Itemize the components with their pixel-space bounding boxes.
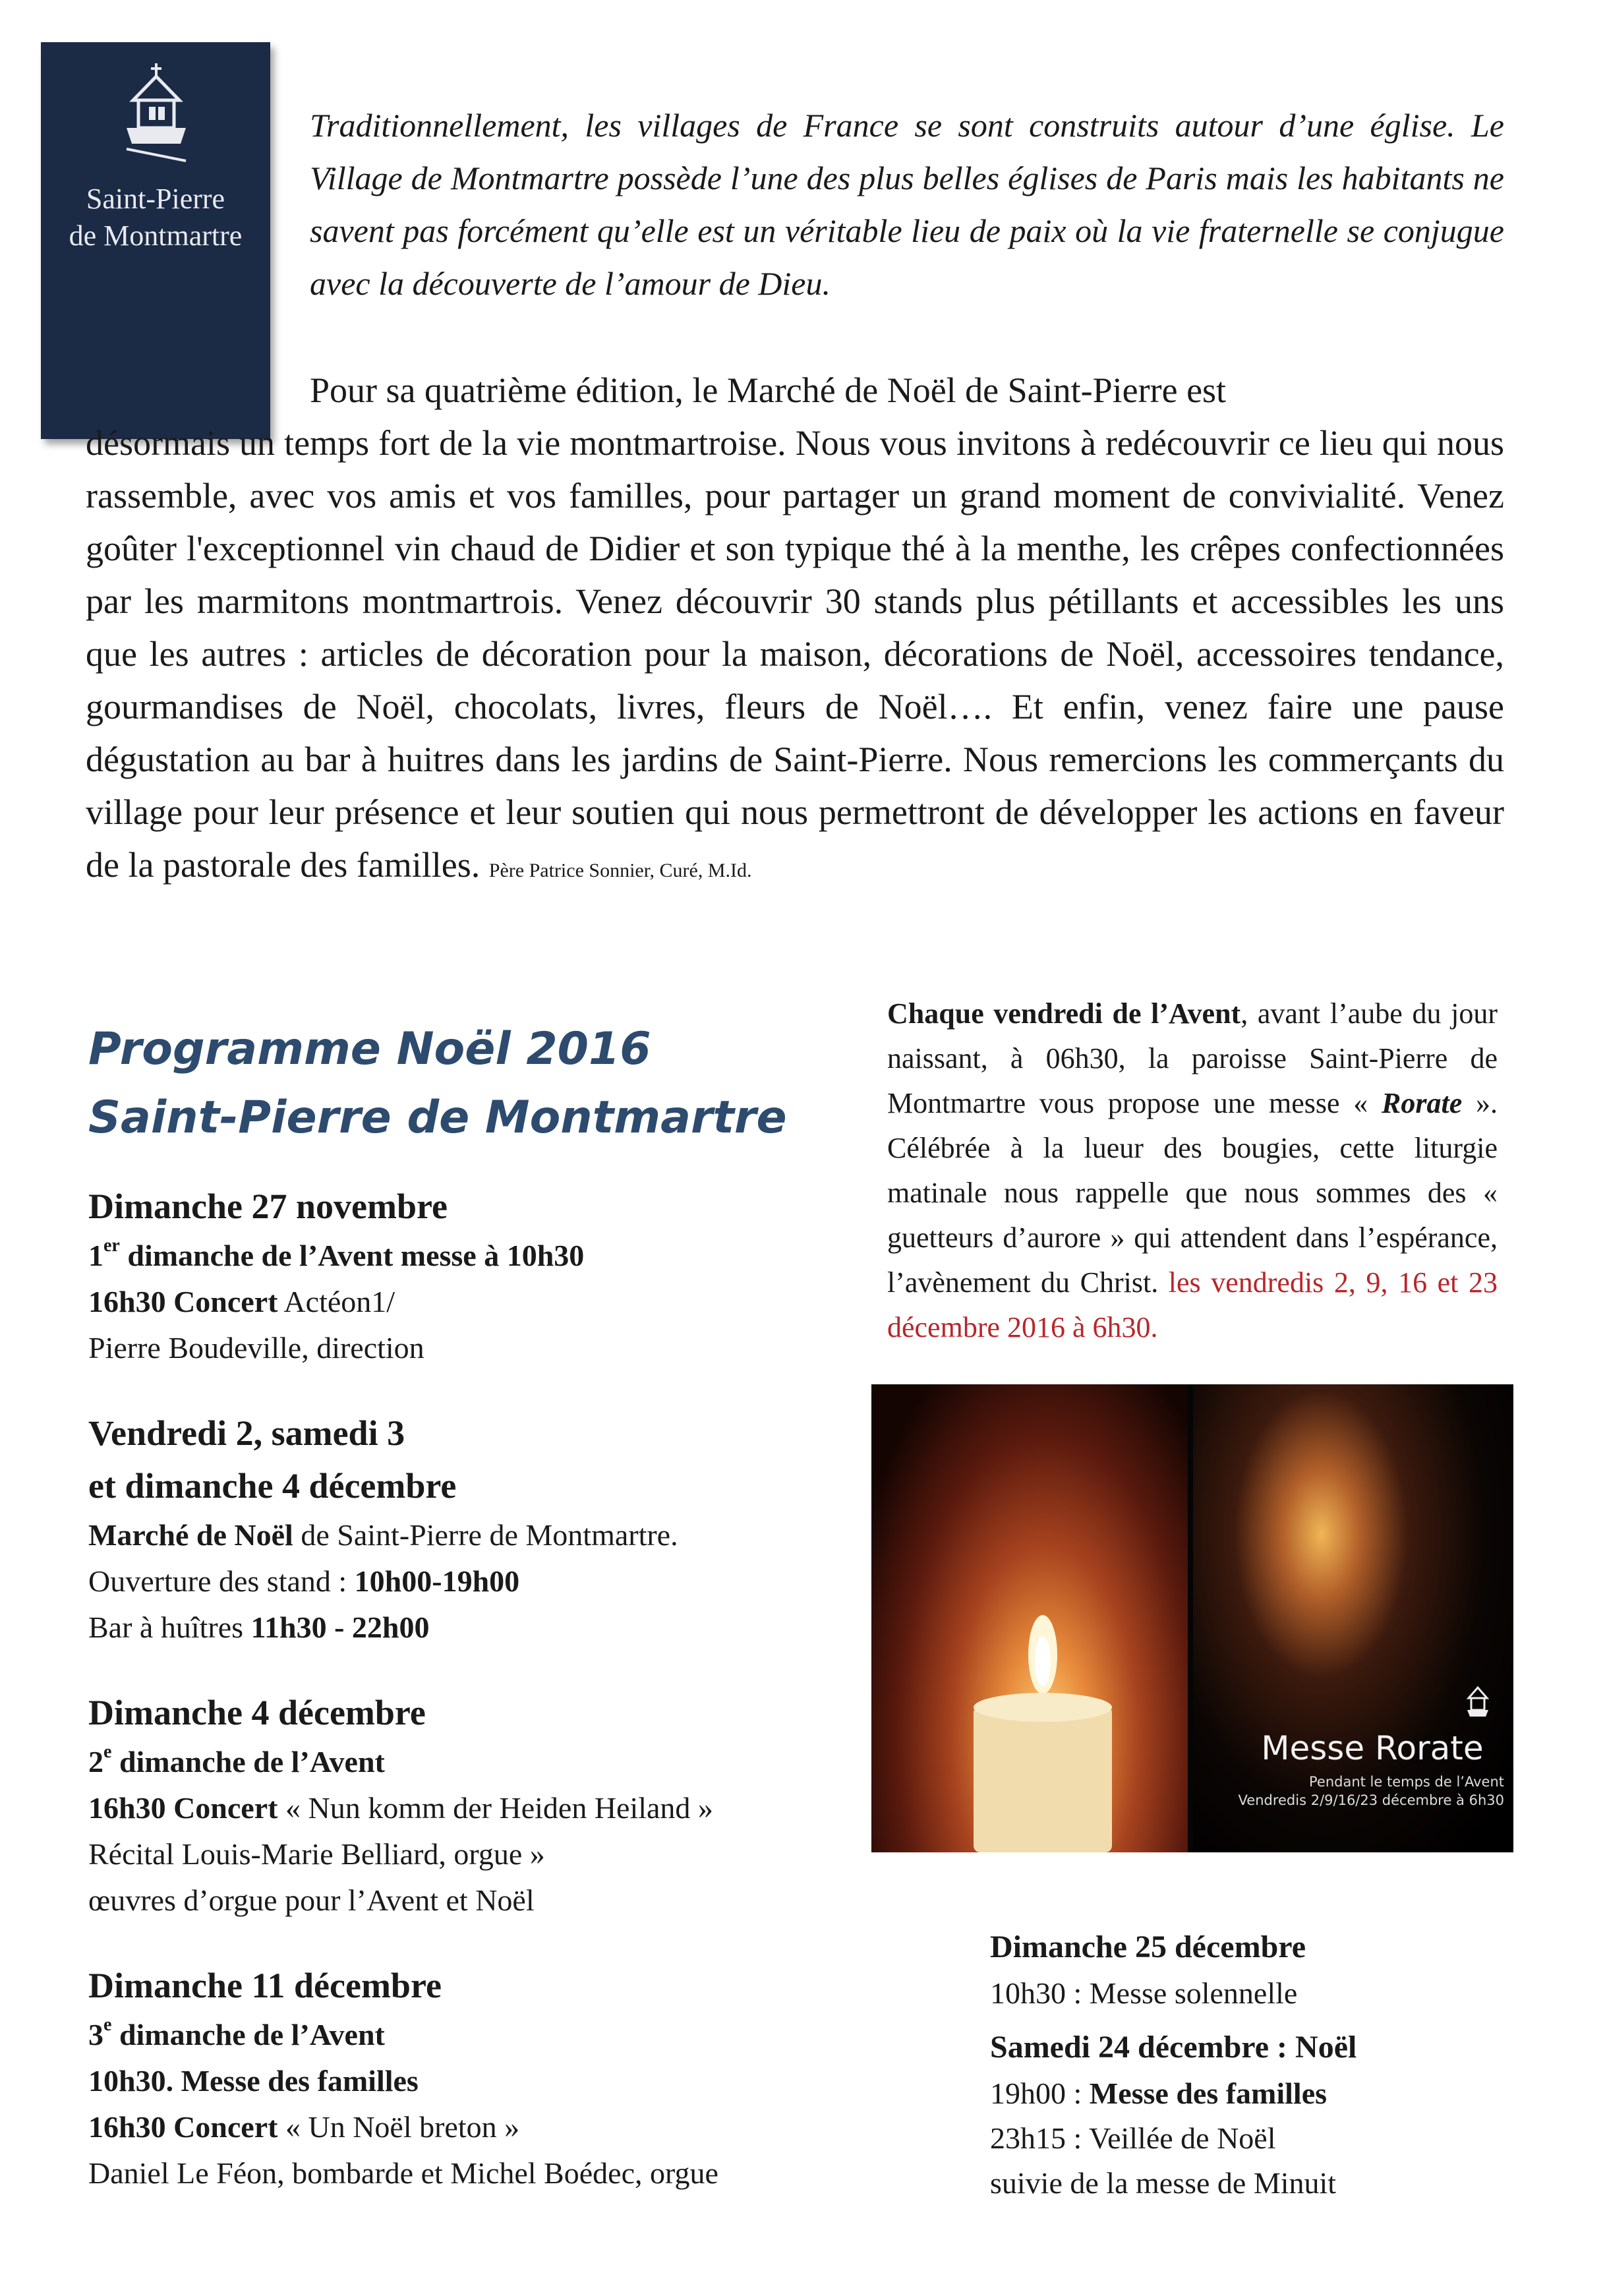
event-dec-24 [990, 2024, 1491, 2206]
event-line: 1er dimanche de l’Avent messe à 10h30 [88, 1235, 585, 1272]
church-mini-icon [1465, 1685, 1491, 1722]
poster-title: Messe Rorate [1261, 1729, 1484, 1767]
poster-dates: Vendredis 2/9/16/23 décembre à 6h30 [1238, 1792, 1504, 1808]
event-title: Samedi 24 décembre : Noël [990, 2030, 1357, 2065]
event-line: œuvres d’orgue pour l’Avent et Noël [88, 1883, 535, 1917]
church-bell-tower-icon [120, 62, 192, 167]
logo-line-2: de Montmartre [69, 220, 243, 252]
event-title: Dimanche 4 décembre [88, 1693, 426, 1732]
event-title: Dimanche 25 décembre [990, 1929, 1306, 1964]
event-line: 10h30 : Messe solennelle [990, 1976, 1298, 2010]
event-line: 16h30 Concert « Un Noël breton » [88, 2110, 520, 2144]
signature: Père Patrice Sonnier, Curé, M.Id. [488, 860, 752, 881]
event-title: Dimanche 27 novembre [88, 1187, 448, 1226]
intro-paragraph: Traditionnellement, les villages de France se sont construits autour d’une église. Le Village de Montmartre possède l’une des plus belles églises de Paris mais les habitants ne savent pas forcément qu’elle est un véritable lieu de paix où la vie fraternelle se conjugue avec la découverte de l’amour de Dieu. [310, 107, 1504, 302]
programme-title-line-1: Programme Noël 2016 [88, 1023, 651, 1075]
event-line: Bar à huîtres 11h30 - 22h00 [88, 1610, 430, 1644]
messe-rorate-poster [871, 1384, 1513, 1852]
event-line: 23h15 : Veillée de Noël [990, 2121, 1276, 2155]
body-paragraph [86, 364, 1504, 897]
event-title: Dimanche 11 décembre [88, 1966, 442, 2005]
body-first-line: Pour sa quatrième édition, le Marché de Noël de Saint-Pierre est [310, 370, 1227, 410]
event-dec-11 [88, 1959, 879, 2196]
event-line: 3e dimanche de l’Avent [88, 2015, 385, 2051]
christmas-events [990, 1924, 1491, 2214]
rorate-paragraph: Chaque vendredi de l’Avent, avant l’aube du jour naissant, à 06h30, la paroisse Saint-Pierre de Montmartre vous propose une messe « Rorate ». Célébrée à la lueur des bougies, cette liturgie matinale nous rappelle que nous sommes des « guetteurs d’aurore » qui attendent dans l’espérance, l’avènement du Christ. les vendredis 2, 9, 16 et 23 décembre 2016 à 6h30. [887, 997, 1498, 1343]
event-line: Ouverture des stand : 10h00-19h00 [88, 1564, 520, 1598]
programme-title [88, 1015, 879, 1152]
event-dec-2-4 [88, 1407, 879, 1651]
event-line: 19h00 : Messe des familles [990, 2076, 1328, 2110]
candle-icon [871, 1384, 1188, 1852]
event-nov-27 [88, 1180, 879, 1371]
event-dec-4 [88, 1686, 879, 1924]
event-line: Récital Louis-Marie Belliard, orgue » [88, 1837, 545, 1871]
poster-subtitle: Pendant le temps de l’Avent [1308, 1774, 1504, 1790]
event-title: Vendredi 2, samedi 3 [88, 1413, 405, 1453]
event-line: suivie de la messe de Minuit [990, 2166, 1337, 2200]
event-line: 16h30 Concert Actéon1/ [88, 1285, 395, 1318]
event-line: 16h30 Concert « Nun komm der Heiden Heiland » [88, 1791, 713, 1825]
event-dec-25 [990, 1924, 1491, 2016]
event-line: 10h30. Messe des familles [88, 2064, 419, 2098]
event-line: 2e dimanche de l’Avent [88, 1742, 385, 1779]
event-title: et dimanche 4 décembre [88, 1466, 457, 1506]
event-line: Daniel Le Féon, bombarde et Michel Boédec, orgue [88, 2156, 718, 2190]
programme-title-line-2: Saint-Pierre de Montmartre [88, 1092, 787, 1144]
event-line: Marché de Noël de Saint-Pierre de Montmartre. [88, 1518, 678, 1552]
logo-line-1: Saint-Pierre [86, 183, 225, 215]
event-line: Pierre Boudeville, direction [88, 1331, 424, 1365]
candle-hands-photo [871, 1384, 1188, 1852]
programme-events [88, 1180, 879, 2232]
body-rest: désormais un temps fort de la vie montmartroise. Nous vous invitons à redécouvrir ce lieu qui nous rassemble, avec vos amis et vos familles, pour partager un grand moment de convivialité. Venez goûter l'exceptionnel vin chaud de Didier et son typique thé à la menthe, les crêpes confectionnées par les marmitons montmartrois. Venez découvrir 30 stands plus pétillants et accessibles les uns que les autres : articles de décoration pour la maison, décorations de Noël, accessoires tendance, gourmandises de Noël, chocolats, livres, fleurs de Noël…. Et enfin, venez faire une pause dégustation au bar à huitres dans les jardins de Saint-Pierre. Nous remercions les commerçants du village pour leur présence et leur soutien qui nous permettront de développer les actions en faveur de la pastorale des familles. [86, 423, 1504, 885]
